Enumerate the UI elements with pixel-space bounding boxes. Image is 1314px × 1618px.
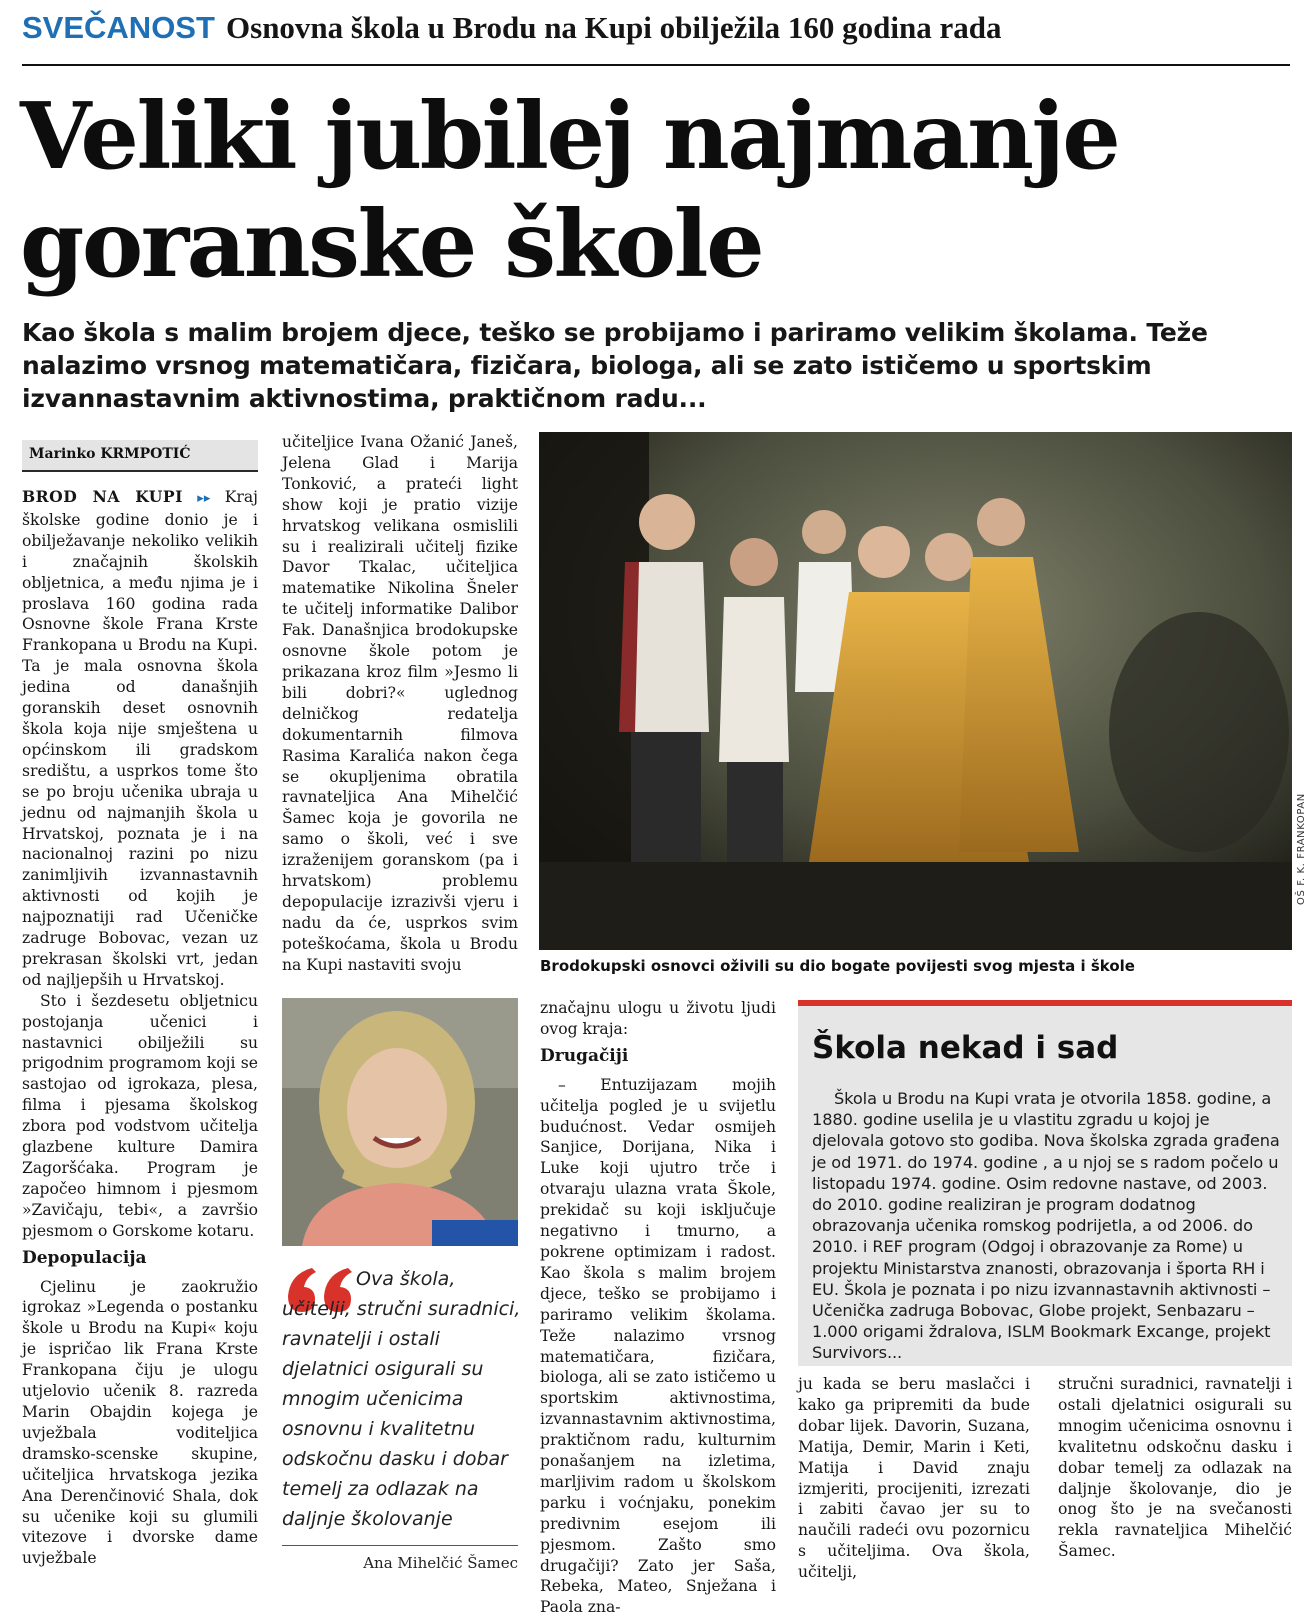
subhead-depopulacija: Depopulacija (22, 1247, 147, 1268)
headline-line-2: goranske škole (20, 190, 763, 298)
dateline-place: BROD NA KUPI (22, 487, 183, 506)
photo-caption: Brodokupski osnovci oživili su dio bogate povijesti svog mjesta i škole (540, 957, 1135, 975)
pull-quote (282, 1264, 522, 1534)
column-2 (282, 432, 518, 976)
column-1-paragraph-1 (22, 487, 258, 991)
section-kicker: SVEČANOST (22, 10, 215, 45)
sidebar-body: Škola u Brodu na Kupi vrata je otvorila 1858. godine, a 1880. godine uselila je u vlastitu zgradu u kojoj je djelovala gotovo sto godiba. Nova školska zgrada građena je od 1971. do 1974. godine , a u njoj se s radom počelo u listopadu 1974. godine. Osim redovne nastave, od 2003. do 2010. godine realiziran je program dodatnog obrazovanja učenika romskog podrijetla, a od 2006. do 2010. i REF program (Odgoj i obrazovanje za Rome) u projektu Ministarstva znanosti, obrazovanja i športa RH i EU. Škola je poznata i po nizu izvannastavnih aktivnosti – Učenička zadruga Bobovac, Globe projekt, Senbazaru – 1.000 origami ždralova, ISLM Bookmark Excange, projekt Survivors... (812, 1089, 1280, 1363)
principal-portrait (282, 998, 518, 1246)
headline (20, 82, 1300, 298)
byline-box (22, 440, 258, 472)
sidebar-box (798, 1000, 1292, 1366)
header-rule (22, 64, 1290, 66)
column-3-paragraph-2: – Entuzijazam mojih učitelja pogled je u svijetlu budućnost. Vedar osmijeh Sanjice, Dorijana, Nika i Luke koji ujutro trče i otvaraju ulazna vrata Škole, prekidač su koji isključuje negativno i tmurno, a pokrene optimizam i radost. Kao škola s malim brojem djece, teško se probijamo i pariramo velikim školama. Teže nalazimo vrsnog matematičara, fizičara, biologa, ali se zato ističemo u sportskim aktivnostima, izvannastavnim aktivnostima, praktičnom radu, kulturnim ponašanjem na izletima, marljivim radom u školskom parku i voćnjaku, ponekim predivnim esejom ili pjesmom. Zašto smo drugačiji? Zato jer Saša, Rebeka, Mateo, Snježana i Paola zna- (540, 1075, 776, 1617)
column-4-paragraph-1: ju kada se beru maslačci i kako ga pripremiti da bude dobar lijek. Davorin, Suzana, Matija, Demir, Marin i Keti, Matija i David znaju izmjeriti, procijeniti, izrezati i zabiti čavao jer su to naučili radeći ovu pozornicu s učiteljima. Ova škola, učitelji, (798, 1375, 1030, 1582)
photo-credit: OŠ F. K. FRANKOPAN (1296, 793, 1307, 905)
column-1-text-1: Kraj školske godine donio je i obilježavanje nekoliko velikih i značajnih školskih obljetnica, a među njima je i proslava 160 godina rada Osnovne škole Frana Krste Frankopana u Brodu na Kupi. Ta je mala osnovna škola jedina od današnjih goranskih deset osnovnih škola koja nije smještena u općinskom ili gradskom središtu, a usprkos tome što se po broju učenika ubraja u jednu od najmanjih škola u Hrvatskoj, poznata je i na nacionalnoj razini po nizu zanimljivih izvannastavnih aktivnosti od kojih je najpoznatiji rad Učeničke zadruge Bobovac, vezan uz prekrasan školski vrt, jedan od najljepših u Hrvatskoj. (22, 488, 258, 989)
column-4 (798, 1374, 1030, 1583)
sidebar-title: Škola nekad i sad (812, 1030, 1119, 1066)
pull-quote-author: Ana Mihelčić Šamec (282, 1545, 518, 1572)
column-1 (22, 487, 258, 1569)
column-1-paragraph-2: Sto i šezdesetu obljetnicu postojanja učenici i nastavnici obilježili su prigodnim programom koji se sastojao od igrokaza, plesa, filma i pjesama školskog zbora pod vodstvom učitelja glazbene kulture Damira Zagoršćaka. Program je započeo himnom i pjesmom »Zavičaju, tebi«, a završio pjesmom o Gorskome kotaru. (22, 991, 258, 1240)
column-2-paragraph-1: učiteljice Ivana Ožanić Janeš, Jelena Glad i Marija Tonković, a prateći light show koji je pratio vizije hrvatskog velikana osmislili su i realizirali učitelj fizike Davor Tkalac, učiteljica matematike Nikolina Šneler te učitelj informatike Dalibor Fak. Današnjica brodokupske osnovne škole potom je prikazana kroz film »Jesmo li bili dobri?« uglednog delničkog redatelja dokumentarnih filmova Rasima Karalića nakon čega se okupljenima obratila ravnateljica Ana Mihelčić Šamec koja je govorila ne samo o školi, već i sve izraženijem goranskom (pa i hrvatskom) problemu depopulacije izrazivši vjeru i nadu da će, usprkos svim poteškoćama, škola u Brodu na Kupi nastaviti svoju (282, 433, 518, 974)
column-5 (1058, 1374, 1292, 1562)
column-1-paragraph-3: Cjelinu je zaokružio igrokaz »Legenda o postanku škole u Brodu na Kupi« koju je ispričao lik Frana Krste Frankopana čiju je ulogu utjelovio učenik 8. razreda Marin Obajdin kojega je uvježbala voditeljica dramsko-scenske skupine, učiteljica hrvatskoga jezika Ana Derenčinović Shala, dok su učenike koji su glumili vitezove i dvorske dame uvježbale (22, 1277, 258, 1568)
headline-line-1: Veliki jubilej najmanje (20, 82, 1119, 190)
byline: Marinko KRMPOTIĆ (29, 446, 191, 462)
kicker-line (22, 10, 1290, 46)
dateline-arrows-icon: ▸▸ (197, 491, 211, 506)
column-3-paragraph-1: značajnu ulogu u životu ljudi ovog kraja: (540, 999, 776, 1038)
column-3 (540, 998, 776, 1618)
stage-photo (539, 432, 1292, 950)
pull-quote-text: Ova škola, učitelji, stručni suradnici, ravnatelji i ostali djelatnici osigurali su mnogim učenicima osnovnu i kvalitetnu odskočnu dasku i dobar temelj za odlazak na daljnje školovanje (282, 1268, 521, 1530)
kicker-title: Osnovna škola u Brodu na Kupi obilježila 160 godina rada (226, 10, 1002, 45)
column-5-paragraph-1: stručni suradnici, ravnatelji i ostali djelatnici osigurali su mnogim učenicima osnovnu i kvalitetnu odskočnu dasku i dobar temelj za odlazak na daljnje školovanje, dio je onog što je na svečanosti rekla ravnateljica Mihelčić Šamec. (1058, 1375, 1292, 1561)
stage-photo-image (539, 432, 1292, 950)
principal-portrait-image (282, 998, 518, 1246)
article-deck: Kao škola s malim brojem djece, teško se probijamo i pariramo velikim školama. Teže nalazimo vrsnog matematičara, fizičara, biologa, ali se zato ističemo u sportskim izvannastavnim aktivnostima, praktičnom radu... (22, 318, 1208, 413)
subhead-drugaciji: Drugačiji (540, 1045, 629, 1066)
